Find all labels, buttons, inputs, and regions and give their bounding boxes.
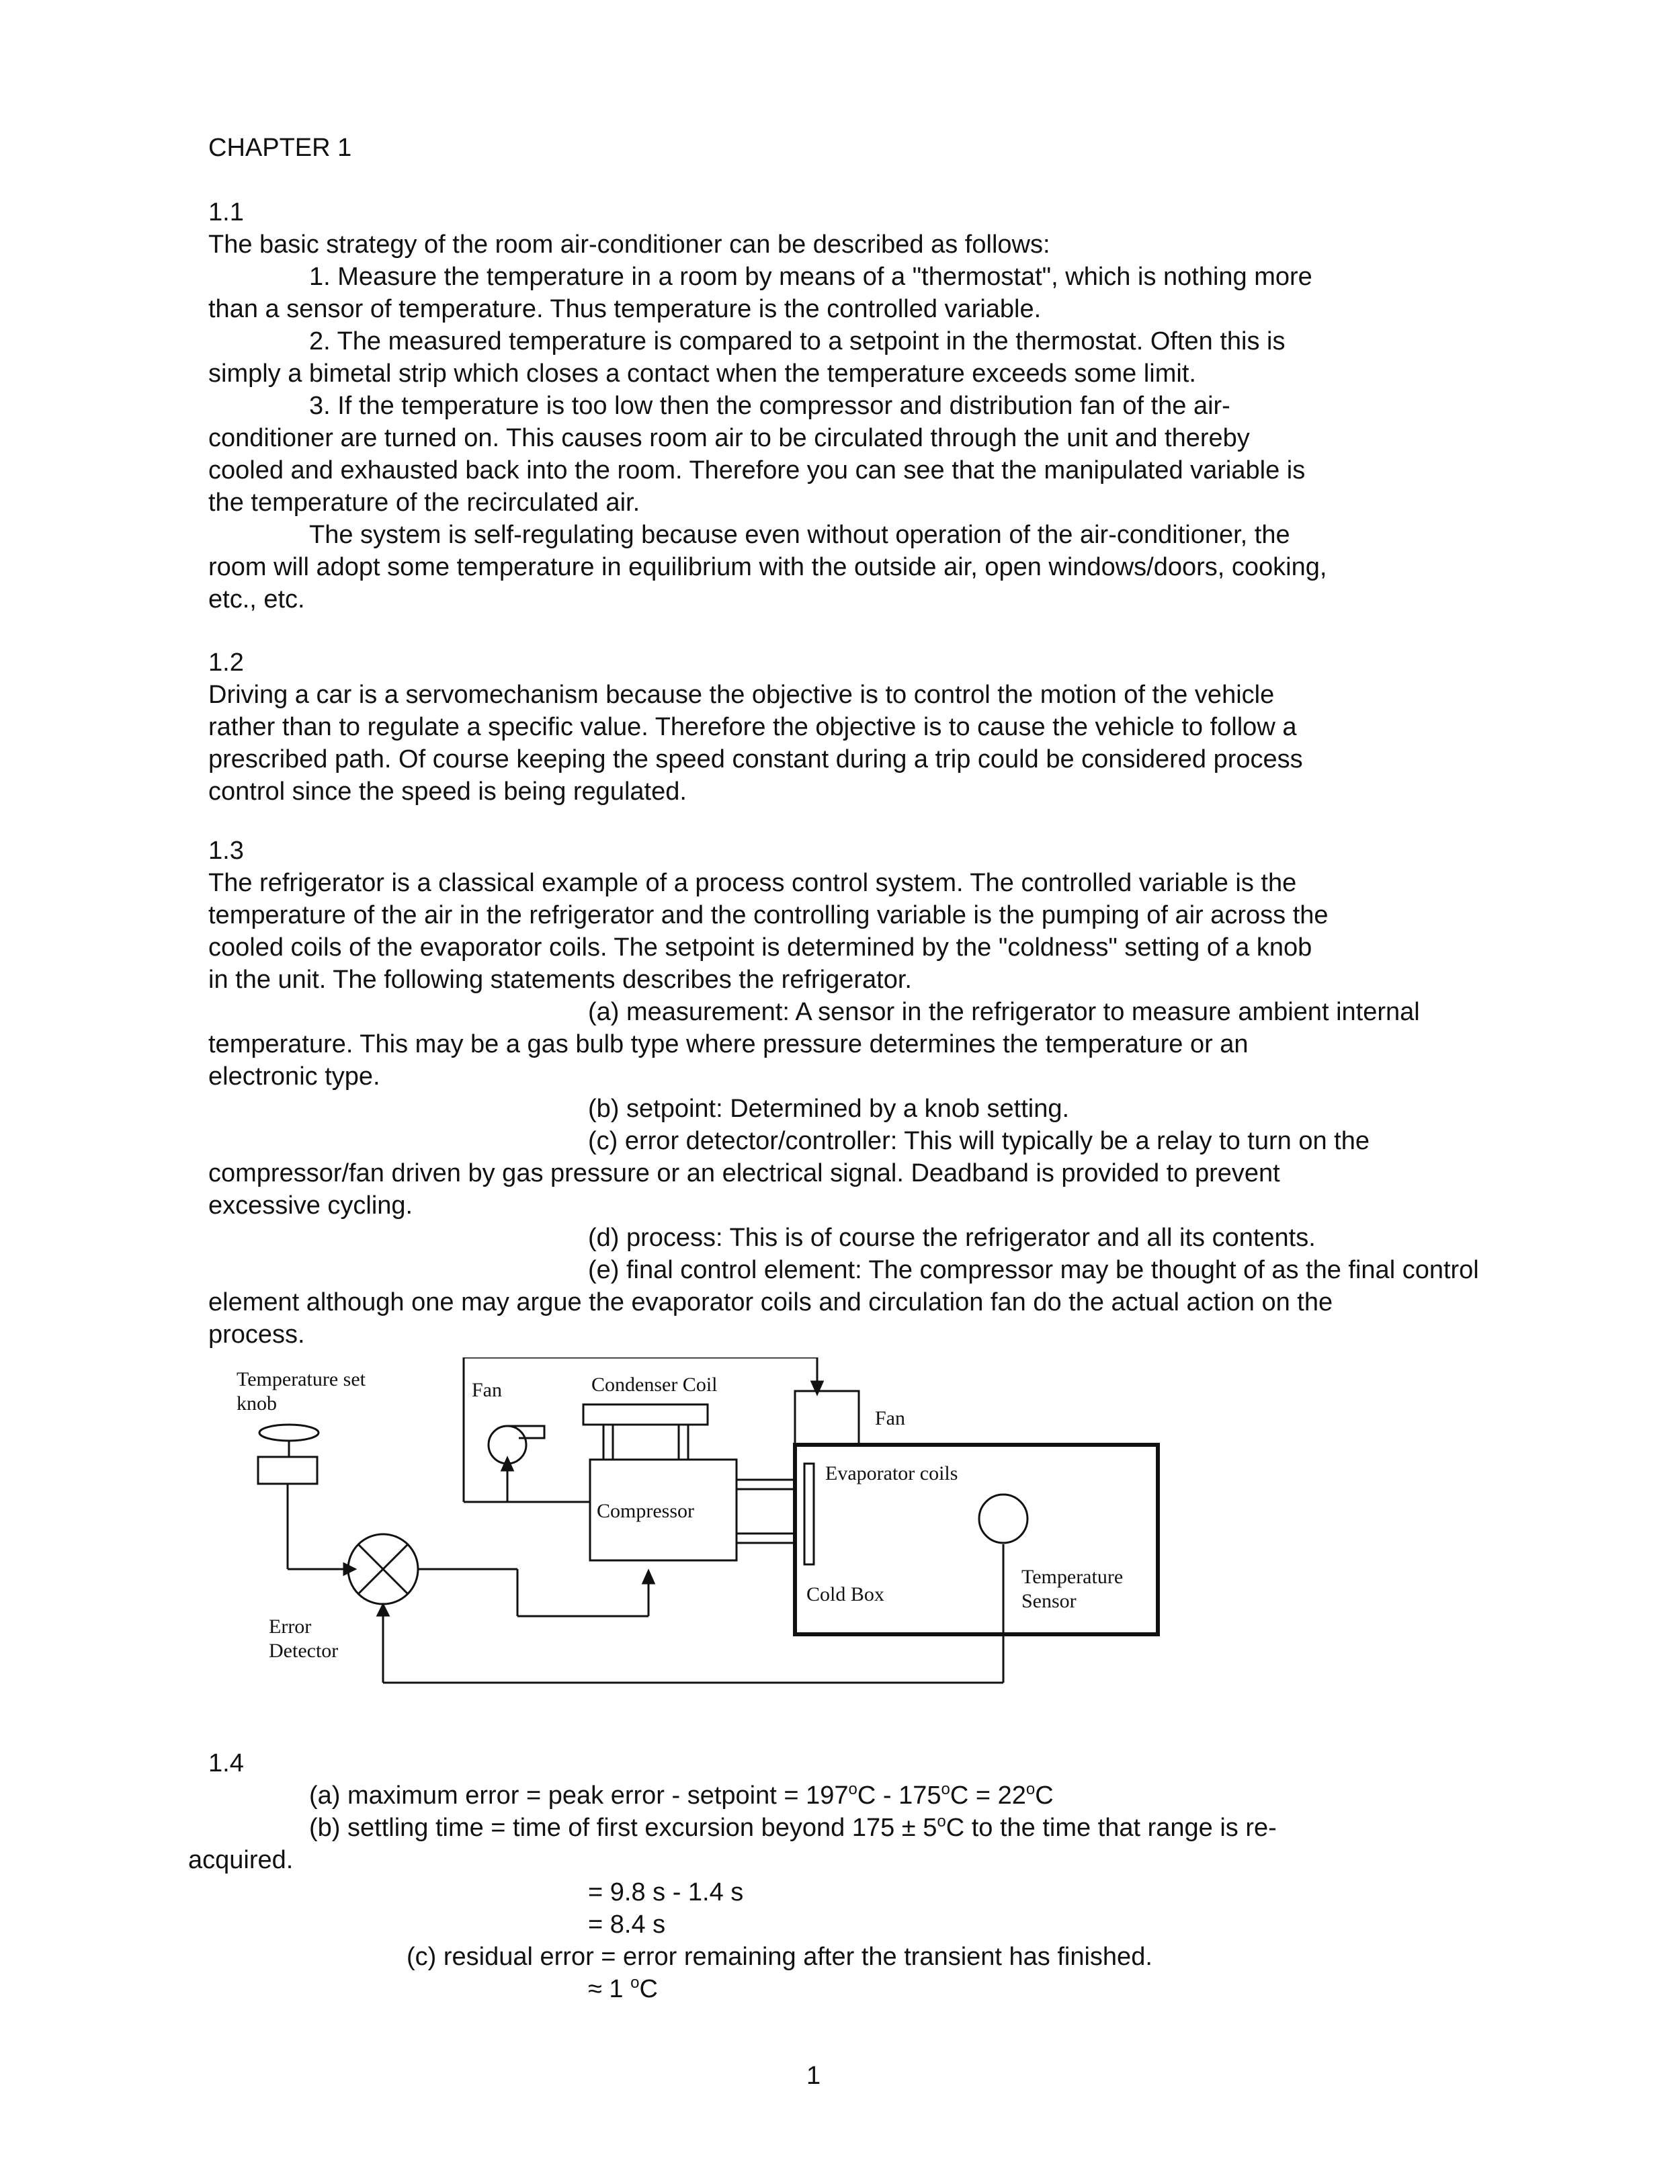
paragraph-line: 2. The measured temperature is compared to a setpoint in the thermostat. Often this is [309,327,1286,355]
paragraph-line: 1. Measure the temperature in a room by means of a "thermostat", which is nothing more [309,263,1312,291]
paragraph-line: the temperature of the recirculated air. [208,489,640,517]
paragraph-line: excessive cycling. [208,1191,413,1220]
temperature-sensor-icon [979,1495,1027,1543]
text-run: C - 175 [857,1781,941,1810]
paragraph-line: 3. If the temperature is too low then the compressor and distribution fan of the air- [309,392,1230,420]
section-number: 1.4 [208,1749,244,1777]
arrow-head [643,1571,654,1583]
paragraph-line: The system is self-regulating because even without operation of the air-conditioner, the [309,521,1290,549]
degree-symbol: o [1025,1780,1036,1798]
arrow-head [344,1564,355,1574]
right-fan-label: Fan [875,1407,905,1429]
text-run: C to the time that range is re- [946,1814,1277,1842]
paragraph-line: (a) measurement: A sensor in the refrigerator to measure ambient internal [588,998,1420,1026]
cold-box-label: Cold Box [806,1583,884,1605]
sensor-label-line2: Sensor [1021,1590,1077,1612]
paragraph-line: control since the speed is being regulated. [208,778,687,806]
paragraph-line: in the unit. The following statements describes the refrigerator. [208,966,912,994]
maximum-error-line [208,1779,1431,1812]
section-number: 1.3 [208,837,244,865]
paragraph-line: (e) final control element: The compressor may be thought of as the final control [588,1256,1479,1284]
paragraph-line: The refrigerator is a classical example of a process control system. The controlled variable is the [208,869,1297,897]
knob-label-line1: Temperature set [237,1368,366,1390]
sensor-label-line1: Temperature [1021,1566,1124,1588]
section-1-4 [188,1747,1431,2005]
paragraph-line: simply a bimetal strip which closes a contact when the temperature exceeds some limit. [208,360,1196,388]
paragraph-line: acquired. [188,1846,294,1874]
refrigerator-control-diagram [228,1357,1183,1700]
setpoint-knob [259,1425,319,1441]
knob-base [258,1457,317,1484]
paragraph-line: room will adopt some temperature in equilibrium with the outside air, open windows/doors, cooking, [208,553,1327,581]
text-run: (a) maximum error = peak error - setpoint = 197 [309,1781,849,1810]
residual-error-value [208,1973,1431,2005]
compressor-label: Compressor [597,1500,694,1522]
chapter-title: CHAPTER 1 [208,134,352,162]
text-run: C = 22 [950,1781,1026,1810]
evaporator-coils [804,1464,814,1564]
settling-time-line [208,1812,1431,1844]
error-detector-label-line2: Detector [269,1640,339,1662]
section-1-3 [208,835,1479,1351]
paragraph-line: prescribed path. Of course keeping the speed constant during a trip could be considered process [208,745,1303,773]
degree-symbol: o [937,1812,946,1831]
text-run: ≈ 1 [588,1975,624,2003]
paragraph-line: etc., etc. [208,585,305,614]
evaporator-label: Evaporator coils [825,1462,958,1484]
paragraph-line: Driving a car is a servomechanism because the objective is to control the motion of the vehicle [208,681,1275,709]
arrow-head [378,1605,388,1615]
section-1-2 [208,646,1431,808]
residual-error-line: (c) residual error = error remaining after the transient has finished. [407,1943,1152,1971]
degree-symbol: o [630,1974,640,1992]
text-run: C [639,1975,658,2003]
condenser-coil [583,1404,708,1425]
paragraph-line: cooled and exhausted back into the room. Therefore you can see that the manipulated variable is [208,456,1306,485]
page-number: 1 [806,2062,821,2090]
text-run: (b) settling time = time of first excursion beyond 175 ± 5 [309,1814,937,1842]
left-fan-label: Fan [472,1379,502,1401]
text-run: C [1035,1781,1054,1810]
paragraph-line: (b) setpoint: Determined by a knob setting. [588,1095,1070,1123]
calculation-line: = 8.4 s [588,1910,666,1939]
paragraph-line: rather than to regulate a specific value. Therefore the objective is to cause the vehicle to follow a [208,713,1297,741]
condenser-label: Condenser Coil [591,1374,718,1396]
knob-label-line2: knob [237,1392,277,1415]
degree-symbol: o [848,1780,857,1798]
paragraph-line: process. [208,1320,305,1349]
error-detector-label-line1: Error [269,1615,312,1638]
paragraph-line: compressor/fan driven by gas pressure or an electrical signal. Deadband is provided to prevent [208,1159,1280,1187]
arrow-head [502,1458,513,1470]
paragraph-line: (c) error detector/controller: This will typically be a relay to turn on the [588,1127,1370,1155]
paragraph-line: The basic strategy of the room air-conditioner can be described as follows: [208,230,1050,259]
paragraph-line: element although one may argue the evaporator coils and circulation fan do the actual action on the [208,1288,1333,1316]
degree-symbol: o [941,1780,950,1798]
section-number: 1.1 [208,198,244,226]
paragraph-line: temperature. This may be a gas bulb type where pressure determines the temperature or an [208,1030,1249,1058]
evaporator-fan-box [795,1391,859,1445]
paragraph-line: temperature of the air in the refrigerator and the controlling variable is the pumping of air across the [208,901,1329,929]
section-number: 1.2 [208,648,244,677]
paragraph-line: (d) process: This is of course the refrigerator and all its contents. [588,1224,1316,1252]
paragraph-line: conditioner are turned on. This causes room air to be circulated through the unit and thereby [208,424,1250,452]
paragraph-line: electronic type. [208,1062,380,1091]
paragraph-line: than a sensor of temperature. Thus temperature is the controlled variable. [208,295,1042,323]
paragraph-line: cooled coils of the evaporator coils. The setpoint is determined by the "coldness" setting of a knob [208,933,1312,962]
section-1-1 [208,196,1431,616]
calculation-line: = 9.8 s - 1.4 s [588,1878,744,1906]
